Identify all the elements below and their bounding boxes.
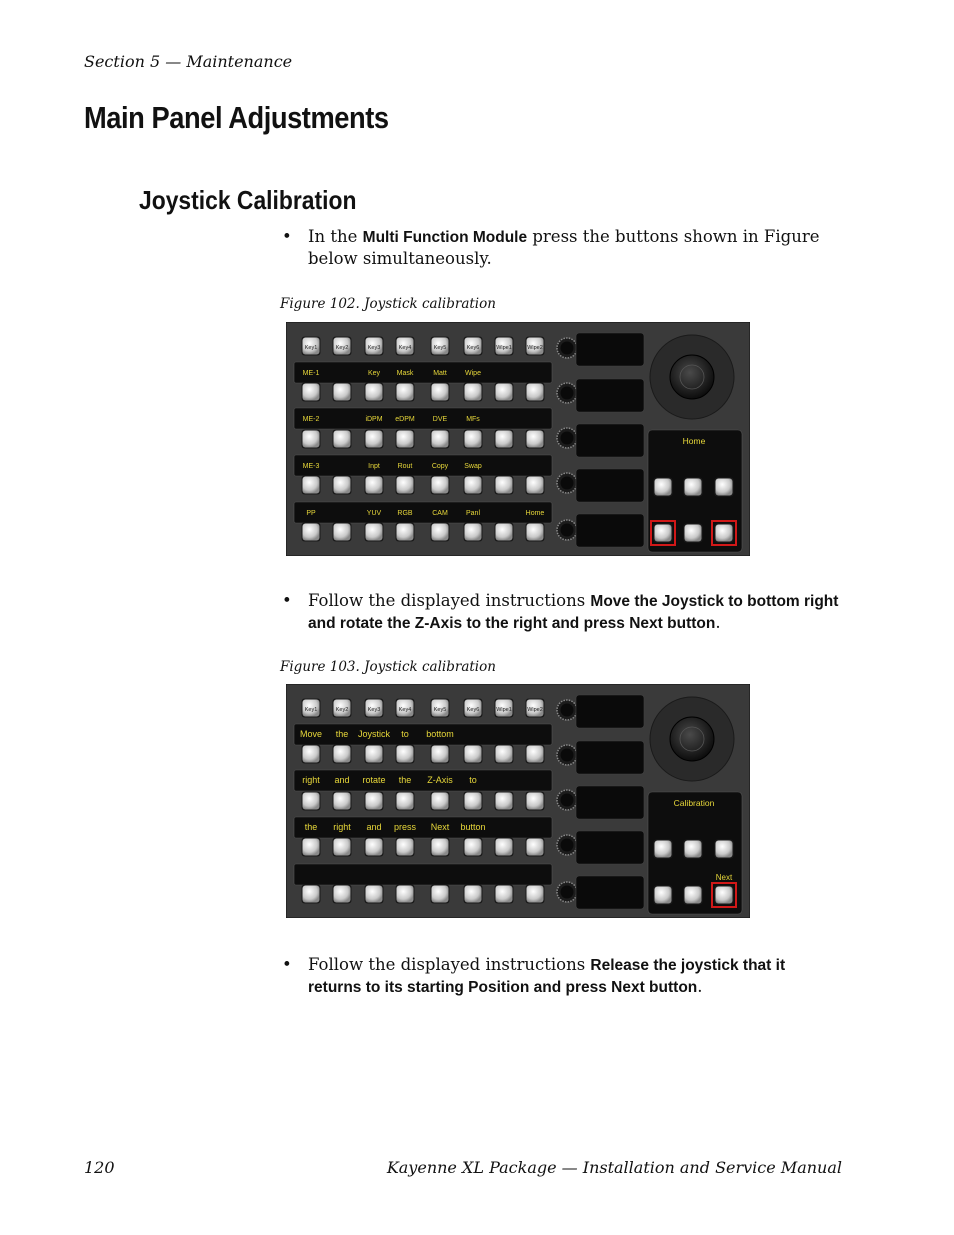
- display-label: Panl: [465, 510, 481, 517]
- panel-button: [303, 839, 320, 856]
- small-screen: [576, 695, 644, 728]
- key-button-label: Wipe2: [527, 345, 543, 351]
- panel-button: [303, 793, 320, 810]
- display-label: DVE: [432, 416, 448, 423]
- panel-button: [432, 431, 449, 448]
- panel-button: [366, 746, 383, 763]
- panel-button: [465, 793, 482, 810]
- panel-button: [432, 477, 449, 494]
- key-button-label: Wipe1: [496, 707, 512, 713]
- display-strip: [294, 455, 552, 476]
- display-label: right: [333, 822, 351, 832]
- display-label: Wipe: [465, 370, 481, 377]
- right-panel-button: [655, 841, 672, 858]
- key-button-label: Key1: [304, 345, 318, 351]
- key-button-label: Key4: [398, 345, 412, 351]
- bullet-text: press the buttons shown in Figure below simultaneously.: [308, 227, 820, 268]
- display-label: the: [304, 822, 318, 832]
- right-panel-button: [685, 479, 702, 496]
- small-screen: [576, 333, 644, 366]
- display-label: ME-3: [302, 463, 320, 470]
- key-button-label: Key3: [367, 345, 381, 351]
- display-label: and: [366, 822, 382, 832]
- display-label: the: [335, 729, 349, 739]
- panel-button: [496, 839, 513, 856]
- display-label: Next: [430, 822, 450, 832]
- panel-button: [465, 477, 482, 494]
- display-label: Matt: [433, 370, 447, 377]
- right-panel-button: [655, 525, 672, 542]
- display-label: bottom: [426, 729, 454, 739]
- bullet-dot: •: [282, 227, 292, 246]
- panel-button: [366, 384, 383, 401]
- bullet-text: In the: [308, 227, 363, 246]
- panel-button: [397, 839, 414, 856]
- panel-button: [334, 524, 351, 541]
- display-label: to: [469, 775, 477, 785]
- right-display-title: Calibration: [673, 798, 715, 808]
- display-label: YUV: [366, 510, 382, 517]
- page-title: Main Panel Adjustments: [84, 100, 389, 135]
- panel-button: [465, 746, 482, 763]
- bullet-3: [282, 954, 842, 998]
- panel-button: [303, 477, 320, 494]
- display-label: Key: [367, 370, 381, 377]
- right-panel-button: [685, 841, 702, 858]
- display-label: Swap: [464, 463, 482, 470]
- right-panel-button: [655, 479, 672, 496]
- figure-102-panel: [286, 322, 750, 556]
- display-label: press: [393, 822, 417, 832]
- bullet-text: Follow the displayed instructions: [308, 955, 591, 974]
- panel-svg: [286, 684, 750, 918]
- panel-button: [366, 793, 383, 810]
- display-strip: [294, 362, 552, 383]
- panel-button: [527, 477, 544, 494]
- panel-button: [527, 384, 544, 401]
- joystick-icon: [670, 717, 714, 761]
- panel-button: [465, 886, 482, 903]
- panel-button: [465, 431, 482, 448]
- panel-button: [432, 524, 449, 541]
- small-screen: [576, 876, 644, 909]
- bullet-dot: •: [282, 591, 292, 610]
- panel-button: [366, 477, 383, 494]
- display-label: the: [398, 775, 412, 785]
- next-label: Next: [715, 873, 733, 882]
- key-button-label: Key5: [433, 707, 447, 713]
- small-screen: [576, 514, 644, 547]
- right-panel-button: [716, 887, 733, 904]
- bullet-1: [282, 226, 842, 269]
- panel-button: [397, 431, 414, 448]
- joystick-icon: [670, 355, 714, 399]
- display-label: ME-2: [302, 416, 320, 423]
- display-label: Rout: [397, 463, 413, 470]
- bullet-bold-text: Move the Joystick to bottom right and rotate the Z-Axis to the right and press Next button: [308, 593, 839, 632]
- display-label: PP: [306, 510, 316, 517]
- panel-button: [527, 746, 544, 763]
- panel-button: [366, 524, 383, 541]
- display-strip: [294, 864, 552, 885]
- bullet-2: [282, 590, 842, 634]
- bullet-text: .: [697, 977, 703, 996]
- panel-button: [303, 886, 320, 903]
- panel-button: [397, 793, 414, 810]
- panel-button: [465, 839, 482, 856]
- display-label: CAM: [432, 510, 448, 517]
- bullet-bold-text: Multi Function Module: [362, 229, 528, 246]
- page-number: 120: [84, 1158, 115, 1177]
- small-screen: [576, 831, 644, 864]
- small-screen: [576, 424, 644, 457]
- panel-button: [496, 477, 513, 494]
- panel-button: [397, 477, 414, 494]
- footer-manual-title: Kayenne XL Package — Installation and Service Manual: [386, 1158, 842, 1177]
- panel-button: [527, 793, 544, 810]
- panel-button: [303, 524, 320, 541]
- right-panel-button: [685, 525, 702, 542]
- key-button-label: Key1: [304, 707, 318, 713]
- display-label: and: [334, 775, 350, 785]
- right-display-title: Home: [682, 436, 706, 446]
- panel-button: [334, 384, 351, 401]
- right-panel-button: [655, 887, 672, 904]
- panel-button: [397, 746, 414, 763]
- panel-button: [303, 746, 320, 763]
- display-label: to: [401, 729, 409, 739]
- small-screen: [576, 786, 644, 819]
- small-screen: [576, 379, 644, 412]
- panel-button: [465, 384, 482, 401]
- key-button-label: Key3: [367, 707, 381, 713]
- display-label: right: [302, 775, 320, 785]
- small-screen: [576, 741, 644, 774]
- panel-button: [397, 524, 414, 541]
- key-button-label: Wipe1: [496, 345, 512, 351]
- panel-button: [527, 886, 544, 903]
- display-label: Copy: [431, 463, 449, 470]
- panel-button: [496, 384, 513, 401]
- panel-button: [397, 384, 414, 401]
- panel-button: [496, 793, 513, 810]
- panel-button: [496, 431, 513, 448]
- small-screen: [576, 469, 644, 502]
- panel-button: [366, 886, 383, 903]
- bullet-text: Follow the displayed instructions: [308, 591, 591, 610]
- panel-button: [432, 886, 449, 903]
- panel-button: [366, 431, 383, 448]
- panel-button: [334, 886, 351, 903]
- bullet-text: .: [715, 613, 721, 632]
- panel-button: [432, 384, 449, 401]
- display-strip: [294, 408, 552, 429]
- key-button-label: Key5: [433, 345, 447, 351]
- panel-button: [334, 746, 351, 763]
- right-panel-button: [685, 887, 702, 904]
- display-label: Move: [299, 729, 323, 739]
- panel-button: [527, 524, 544, 541]
- panel-button: [527, 431, 544, 448]
- panel-button: [303, 384, 320, 401]
- display-label: RGB: [397, 510, 413, 517]
- panel-button: [334, 839, 351, 856]
- panel-button: [465, 524, 482, 541]
- key-button-label: Wipe2: [527, 707, 543, 713]
- display-label: Inpt: [368, 463, 380, 470]
- panel-button: [496, 746, 513, 763]
- panel-button: [432, 746, 449, 763]
- figure-102-caption: Figure 102. Joystick calibration: [280, 296, 496, 312]
- display-label: Home: [525, 510, 545, 517]
- display-label: eDPM: [395, 416, 415, 423]
- display-strip: [294, 502, 552, 523]
- display-label: MFs: [466, 416, 480, 423]
- display-strip: [294, 724, 552, 745]
- panel-button: [334, 477, 351, 494]
- right-panel-button: [716, 841, 733, 858]
- panel-button: [366, 839, 383, 856]
- panel-button: [303, 431, 320, 448]
- display-label: Z-Axis: [427, 775, 453, 785]
- display-label: ME-1: [302, 370, 320, 377]
- running-head: Section 5 — Maintenance: [84, 52, 293, 71]
- panel-button: [432, 793, 449, 810]
- panel-button: [432, 839, 449, 856]
- display-label: iDPM: [365, 416, 383, 423]
- figure-103-panel: [286, 684, 750, 918]
- panel-button: [334, 793, 351, 810]
- display-label: Joystick: [357, 729, 391, 739]
- bullet-dot: •: [282, 955, 292, 974]
- section-heading: Joystick Calibration: [139, 185, 357, 215]
- panel-svg: [286, 322, 750, 556]
- figure-103-caption: Figure 103. Joystick calibration: [280, 659, 496, 675]
- key-button-label: Key6: [466, 345, 480, 351]
- display-label: button: [460, 822, 486, 832]
- right-panel-button: [716, 479, 733, 496]
- panel-button: [397, 886, 414, 903]
- panel-button: [496, 524, 513, 541]
- bullet-bold-text: Release the joystick that it returns to its starting Position and press Next button: [308, 957, 786, 996]
- display-label: Mask: [396, 370, 414, 377]
- panel-button: [496, 886, 513, 903]
- key-button-label: Key2: [335, 707, 349, 713]
- key-button-label: Key6: [466, 707, 480, 713]
- panel-button: [334, 431, 351, 448]
- right-panel-button: [716, 525, 733, 542]
- display-label: rotate: [362, 775, 386, 785]
- key-button-label: Key2: [335, 345, 349, 351]
- panel-button: [527, 839, 544, 856]
- key-button-label: Key4: [398, 707, 412, 713]
- display-strip: [294, 770, 552, 791]
